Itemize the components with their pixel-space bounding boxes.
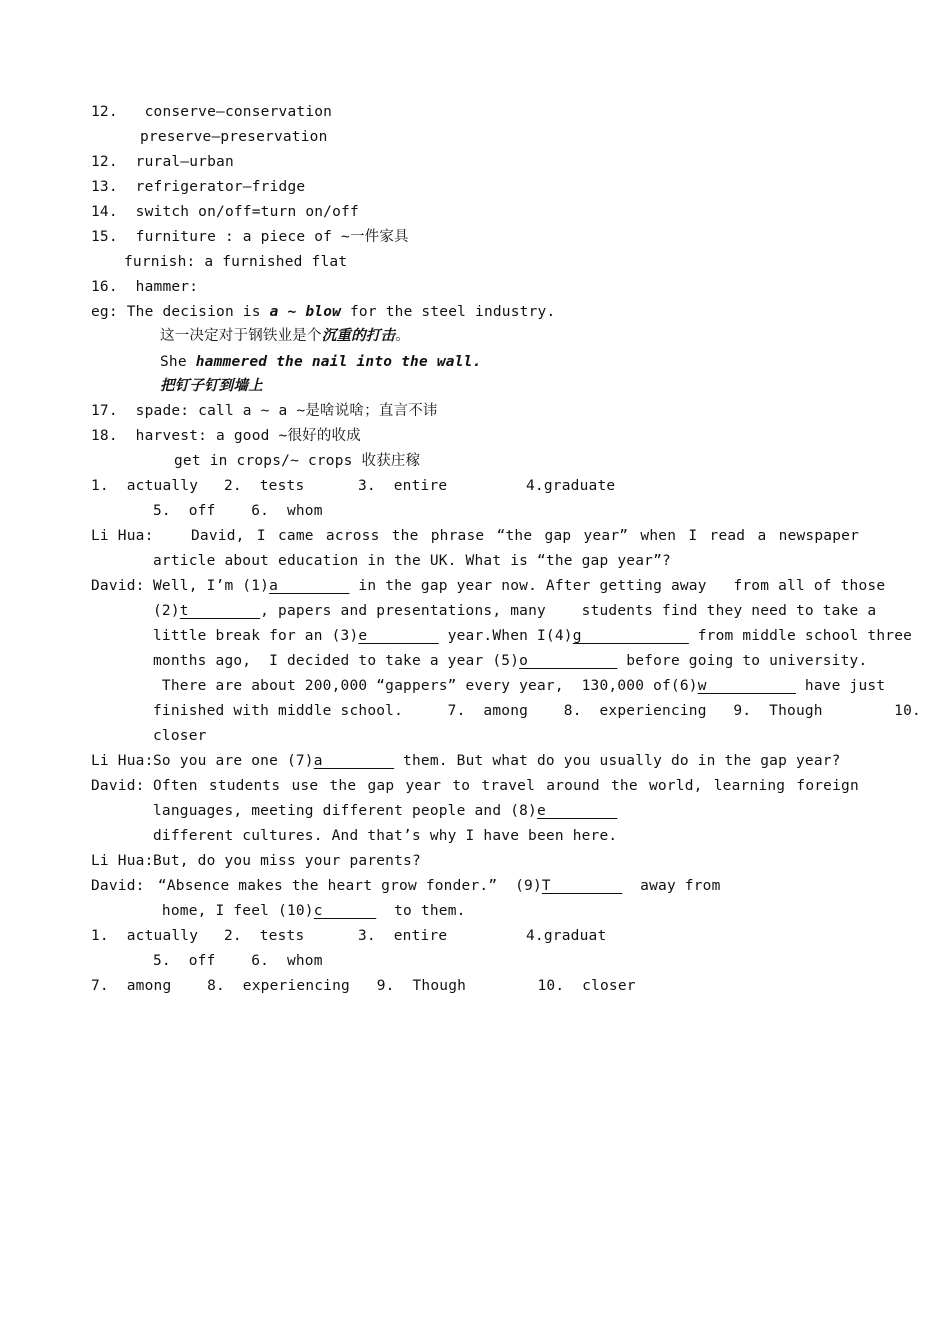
answer2-2: 2. tests [224,928,305,944]
blank-7: a________ [313,753,395,769]
blank-2: t________ [179,603,261,619]
vocab-line-12a: 12. conserve—conservation [91,104,333,120]
speaker-li-hua: Li Hua: [91,528,154,544]
text: There are about 200,000 “gappers” every year, 130,000 of(6) [153,678,698,694]
text: languages, meeting different people and (8) [153,803,537,819]
word: the [329,778,357,794]
word: a [757,528,767,544]
word: students [208,778,281,794]
dialog-line-1 [191,526,859,546]
text: from middle school three [688,628,913,644]
dialog-line-1-cont: article about education in the UK. What is “the gap year”? [153,553,671,569]
dialog-line-4 [153,626,912,646]
vocab-line-18-cont: get in crops/~ crops 收获庄稼 [174,453,421,469]
text: in the gap year now. After getting away from all of those [349,578,886,594]
text: (2) [153,603,180,619]
speaker-david-3: David: [91,878,145,894]
dialog-line-14 [149,876,721,896]
translation-end: 。 [395,328,410,344]
translation-text: 这一决定对于钢铁业是个 [160,328,322,344]
vocab-line-17: 17. spade: call a ~ a ~是啥说啥；直言不讳 [91,403,438,419]
vocab-line-12b: 12. rural—urban [91,154,234,170]
word: year” [583,528,629,544]
word: the [391,528,419,544]
word: travel [481,778,536,794]
text: home, I feel (10) [153,903,314,919]
example-line [91,302,555,322]
dialog-line-5 [153,651,867,671]
blank-10: c______ [313,903,377,919]
word: when [640,528,677,544]
vocab-line-18: 18. harvest: a good ~很好的收成 [91,428,361,444]
word: read [709,528,746,544]
blank-3: e________ [358,628,439,644]
dialog-line-3 [153,601,876,621]
answer-2: 2. tests [224,478,305,494]
vocab-line-13: 13. refrigerator—fridge [91,179,306,195]
word: the [610,778,638,794]
text: to them. [376,903,466,919]
blank-8: e________ [536,803,618,819]
word: newspaper [778,528,859,544]
text: months ago, I decided to take a year (5) [153,653,520,669]
example-translation-2: 把钉子钉到墙上 [160,378,263,394]
vocab-line-15-cont: furnish: a furnished flat [124,254,348,270]
text: “Absence makes the heart grow fonder.” (9) [149,878,542,894]
answer2-1: 1. actually [91,928,199,944]
speaker-david: David: [91,578,145,594]
dialog-line-13: But, do you miss your parents? [153,853,421,869]
answer2-row-3: 7. among 8. experiencing 9. Though 10. closer [91,978,636,994]
blank-5: o__________ [519,653,618,669]
example-translation [160,326,410,346]
example-highlight: a ~ blow [269,304,342,320]
text: away from [622,878,721,894]
vocab-line-15: 15. furniture : a piece of ~一件家具 [91,229,409,245]
answer-3: 3. entire [358,478,448,494]
text: So you are one (7) [153,753,314,769]
word: gap [367,778,395,794]
text: , papers and presentations, many students find they need to take a [260,603,877,619]
word: gap [544,528,572,544]
blank-6: w__________ [697,678,796,694]
dialog-line-6 [153,676,885,696]
word: David, [191,528,245,544]
word: around [546,778,600,794]
word: came [277,528,314,544]
blank-1: a________ [269,578,350,594]
text: little break for an (3) [153,628,359,644]
word: use [291,778,319,794]
text: them. But what do you usually do in the gap year? [394,753,841,769]
vocab-line-16: 16. hammer: [91,279,199,295]
speaker-li-hua-2: Li Hua: [91,753,154,769]
answer2-4: 4.graduat [526,928,607,944]
text: year.When I(4) [438,628,573,644]
word: I [256,528,266,544]
dialog-line-15 [153,901,466,921]
dialog-line-8: closer [153,728,207,744]
answer-4: 4.graduate [526,478,616,494]
word: I [688,528,698,544]
text: have just [795,678,886,694]
speaker-li-hua-3: Li Hua: [91,853,154,869]
answer-1: 1. actually [91,478,199,494]
word: foreign [796,778,859,794]
dialog-line-10 [153,776,859,796]
word: across [325,528,380,544]
blank-4: g____________ [572,628,689,644]
text: Well, I’m (1) [153,578,270,594]
speaker-david-2: David: [91,778,145,794]
example-text-end: for the steel industry. [341,304,556,320]
sentence-highlight: hammered the nail into the wall. [195,354,482,370]
word: Often [153,778,198,794]
answer-row-2: 5. off 6. whom [153,503,323,519]
dialog-line-2 [153,576,885,596]
vocab-line-12a-cont: preserve—preservation [140,129,328,145]
dialog-line-12: different cultures. And that’s why I have been here. [153,828,618,844]
vocab-line-14: 14. switch on/off=turn on/off [91,204,359,220]
word: learning [713,778,786,794]
answer2-3: 3. entire [358,928,448,944]
blank-9: T________ [541,878,623,894]
translation-highlight: 沉重的打击 [321,328,396,344]
word: to [452,778,471,794]
word: “the [496,528,533,544]
sentence-text: She [160,354,196,370]
example-sentence-2 [160,352,482,372]
word: world, [648,778,703,794]
text: before going to university. [617,653,868,669]
example-text: eg: The decision is [91,304,270,320]
dialog-line-11 [153,801,617,821]
dialog-line-9 [153,751,841,771]
dialog-line-7: finished with middle school. 7. among 8. experiencing 9. Though 10. [153,703,921,719]
answer2-row-2: 5. off 6. whom [153,953,323,969]
word: year [405,778,442,794]
word: phrase [430,528,485,544]
